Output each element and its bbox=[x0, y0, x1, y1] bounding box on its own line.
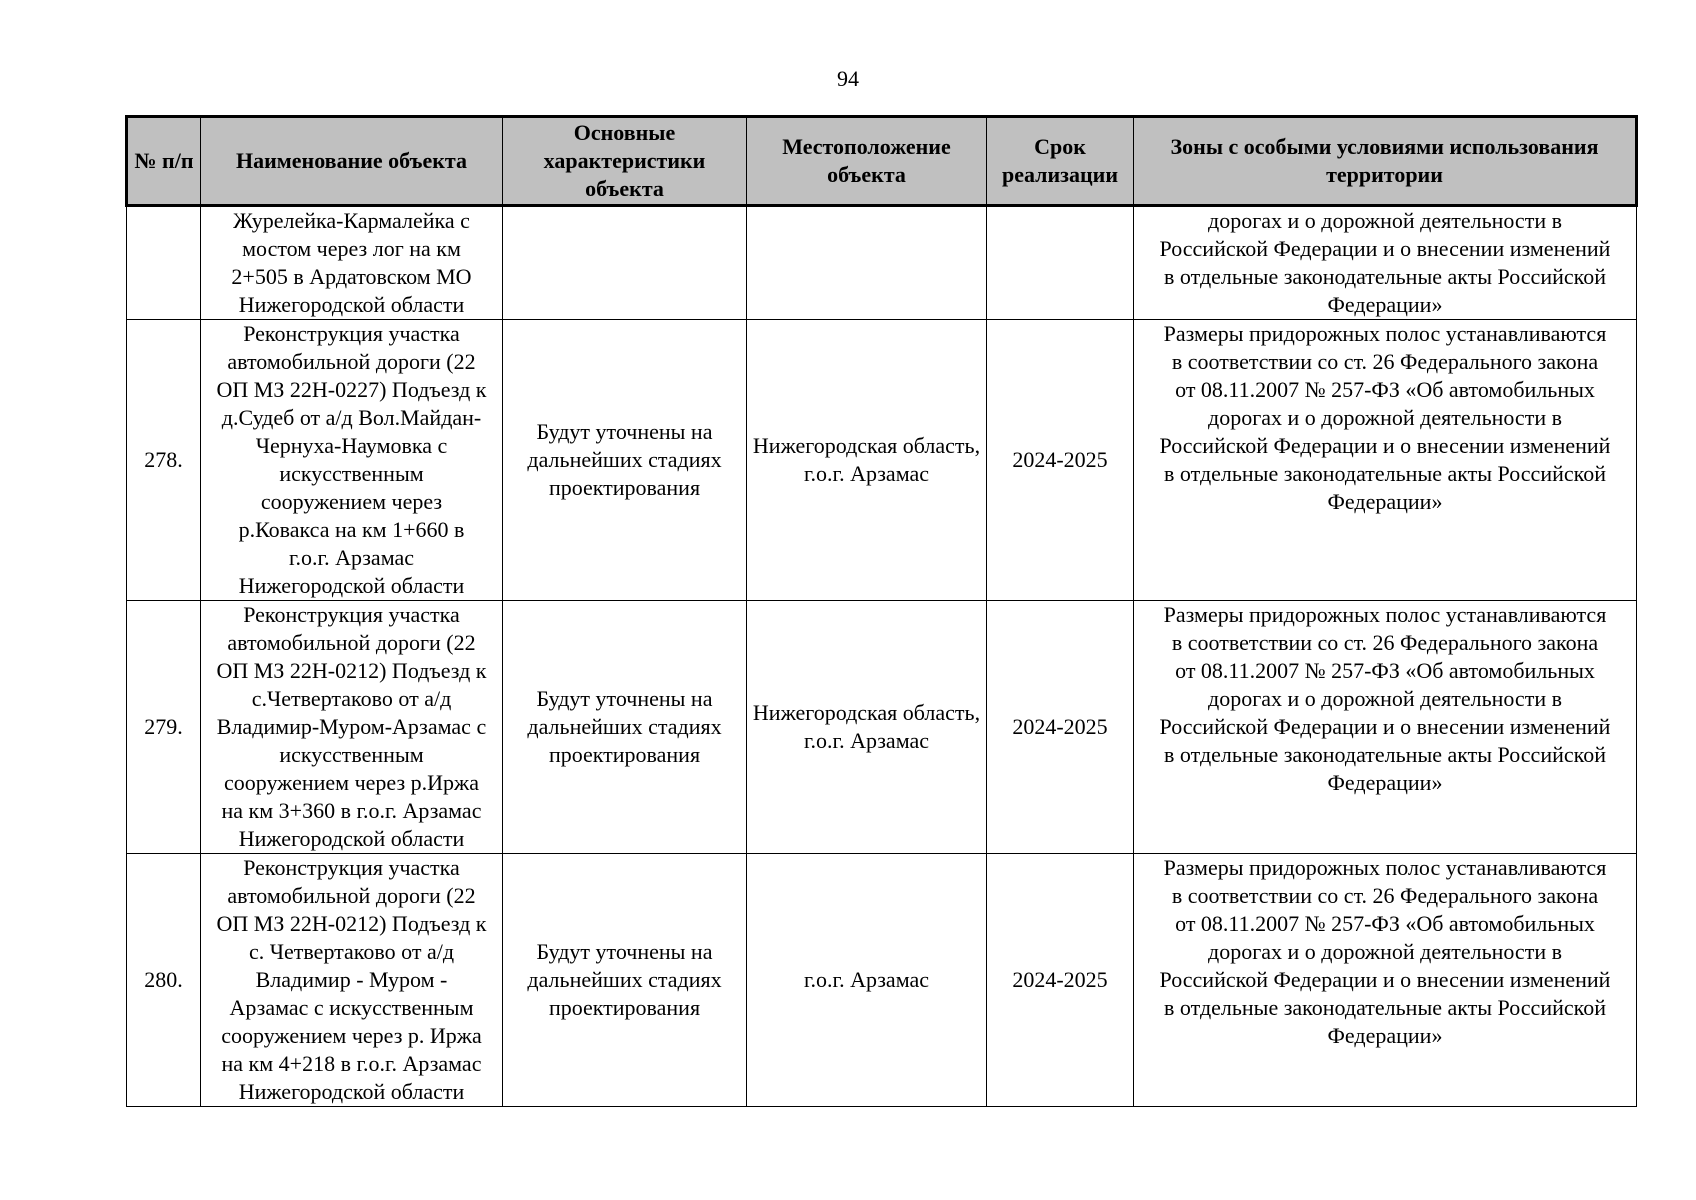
zones-cell-line: дорогах и о дорожной деятельности в bbox=[1208, 405, 1562, 430]
object-name-cell-line: ОП МЗ 22Н-0212) Подъезд к bbox=[216, 911, 487, 936]
table-row bbox=[127, 320, 1637, 601]
zones-cell bbox=[1134, 320, 1637, 601]
zones-cell-line: в отдельные законодательные акты Российской bbox=[1164, 264, 1606, 289]
zones-cell-line: в соответствии со ст. 26 Федерального закона bbox=[1171, 630, 1599, 655]
object-name-cell-line: Владимир - Муром - bbox=[255, 967, 448, 992]
header-number: № п/п bbox=[127, 117, 201, 206]
object-name-cell bbox=[201, 601, 503, 854]
object-name-cell-line: д.Судеб от а/д Вол.Майдан- bbox=[221, 405, 482, 430]
object-name-cell-line: на км 4+218 в г.о.г. Арзамас bbox=[221, 1051, 482, 1076]
characteristics-cell bbox=[503, 206, 747, 320]
object-name-cell-line: Реконструкция участка bbox=[243, 855, 460, 880]
row-number: 280. bbox=[127, 854, 201, 1107]
zones-cell-line: Федерации» bbox=[1327, 489, 1443, 514]
object-name-cell-line: г.о.г. Арзамас bbox=[289, 545, 414, 570]
object-name-cell-line: сооружением через bbox=[260, 489, 443, 514]
row-number: 279. bbox=[127, 601, 201, 854]
zones-cell-line: в отдельные законодательные акты Российской bbox=[1164, 742, 1606, 767]
location-cell: Нижегородская область, г.о.г. Арзамас bbox=[747, 320, 987, 601]
object-name-cell-line: автомобильной дороги (22 bbox=[227, 349, 476, 374]
zones-cell-line: Российской Федерации и о внесении изменений bbox=[1159, 433, 1611, 458]
header-characteristics: Основные характеристики объекта bbox=[503, 117, 747, 206]
zones-cell-line: Российской Федерации и о внесении изменений bbox=[1159, 714, 1611, 739]
object-name-cell-line: Нижегородской области bbox=[238, 826, 465, 851]
object-name-cell-line: Владимир-Муром-Арзамас с bbox=[216, 714, 487, 739]
table-row bbox=[127, 206, 1637, 320]
object-name-cell-line: автомобильной дороги (22 bbox=[227, 883, 476, 908]
zones-cell-line: Размеры придорожных полос устанавливаются bbox=[1163, 602, 1607, 627]
location-cell: Нижегородская область, г.о.г. Арзамас bbox=[747, 601, 987, 854]
zones-cell bbox=[1134, 601, 1637, 854]
page-number: 94 bbox=[837, 66, 859, 91]
zones-cell-line: в соответствии со ст. 26 Федерального закона bbox=[1171, 883, 1599, 908]
object-name-cell-line: Журелейка-Кармалейка с bbox=[233, 208, 470, 233]
header-zones: Зоны с особыми условиями использования территории bbox=[1134, 117, 1637, 206]
zones-cell bbox=[1134, 206, 1637, 320]
term-cell: 2024-2025 bbox=[987, 320, 1134, 601]
object-name-cell-line: автомобильной дороги (22 bbox=[227, 630, 476, 655]
table-header-row bbox=[127, 117, 1637, 206]
object-name-cell-line: ОП МЗ 22Н-0227) Подъезд к bbox=[216, 377, 487, 402]
characteristics-cell: Будут уточнены на дальнейших стадиях проектирования bbox=[503, 320, 747, 601]
object-name-cell-line: искусственным bbox=[279, 461, 424, 486]
zones-cell-line: в соответствии со ст. 26 Федерального закона bbox=[1171, 349, 1599, 374]
location-cell: г.о.г. Арзамас bbox=[747, 854, 987, 1107]
zones-cell-line: от 08.11.2007 № 257-ФЗ «Об автомобильных bbox=[1175, 658, 1595, 683]
zones-cell-line: Российской Федерации и о внесении изменений bbox=[1159, 236, 1611, 261]
row-number bbox=[127, 206, 201, 320]
zones-cell-line: в отдельные законодательные акты Российской bbox=[1164, 995, 1606, 1020]
object-name-cell-line: Чернуха-Наумовка с bbox=[255, 433, 448, 458]
object-name-cell-line: с.Четвертаково от а/д bbox=[251, 686, 452, 711]
term-cell: 2024-2025 bbox=[987, 601, 1134, 854]
object-name-cell-line: Нижегородской области bbox=[238, 1079, 465, 1104]
object-name-cell-line: Арзамас с искусственным bbox=[229, 995, 474, 1020]
table-row bbox=[127, 854, 1637, 1107]
zones-cell-line: Размеры придорожных полос устанавливаются bbox=[1163, 855, 1607, 880]
zones-cell-line: Размеры придорожных полос устанавливаются bbox=[1163, 321, 1607, 346]
object-name-cell-line: искусственным bbox=[279, 742, 424, 767]
header-term: Срок реализации bbox=[987, 117, 1134, 206]
object-name-cell-line: Реконструкция участка bbox=[243, 602, 460, 627]
term-cell: 2024-2025 bbox=[987, 854, 1134, 1107]
zones-cell-line: Российской Федерации и о внесении изменений bbox=[1159, 967, 1611, 992]
zones-cell-line: Федерации» bbox=[1327, 1023, 1443, 1048]
object-name-cell bbox=[201, 854, 503, 1107]
object-name-cell-line: Нижегородской области bbox=[238, 573, 465, 598]
zones-cell-line: в отдельные законодательные акты Российской bbox=[1164, 461, 1606, 486]
zones-cell-line: дорогах и о дорожной деятельности в bbox=[1208, 208, 1562, 233]
row-number: 278. bbox=[127, 320, 201, 601]
zones-cell-line: от 08.11.2007 № 257-ФЗ «Об автомобильных bbox=[1175, 377, 1595, 402]
header-location: Местоположение объекта bbox=[747, 117, 987, 206]
header-object-name: Наименование объекта bbox=[201, 117, 503, 206]
zones-cell-line: Федерации» bbox=[1327, 770, 1443, 795]
location-cell bbox=[747, 206, 987, 320]
object-name-cell-line: сооружением через р.Иржа bbox=[224, 770, 479, 795]
object-name-cell-line: р.Ковакса на км 1+660 в bbox=[238, 517, 465, 542]
object-name-cell-line: с. Четвертаково от а/д bbox=[248, 939, 455, 964]
object-name-cell-line: сооружением через р. Иржа bbox=[221, 1023, 482, 1048]
object-name-cell-line: 2+505 в Ардатовском МО bbox=[231, 264, 472, 289]
object-name-cell-line: Нижегородской области bbox=[238, 292, 465, 317]
characteristics-cell: Будут уточнены на дальнейших стадиях проектирования bbox=[503, 854, 747, 1107]
object-name-cell bbox=[201, 320, 503, 601]
zones-cell-line: от 08.11.2007 № 257-ФЗ «Об автомобильных bbox=[1175, 911, 1595, 936]
object-name-cell-line: на км 3+360 в г.о.г. Арзамас bbox=[221, 798, 482, 823]
characteristics-cell: Будут уточнены на дальнейших стадиях проектирования bbox=[503, 601, 747, 854]
object-name-cell-line: Реконструкция участка bbox=[243, 321, 460, 346]
term-cell bbox=[987, 206, 1134, 320]
zones-cell-line: дорогах и о дорожной деятельности в bbox=[1208, 686, 1562, 711]
object-name-cell bbox=[201, 206, 503, 320]
object-name-cell-line: мостом через лог на км bbox=[242, 236, 461, 261]
zones-cell-line: Федерации» bbox=[1327, 292, 1443, 317]
object-name-cell-line: ОП МЗ 22Н-0212) Подъезд к bbox=[216, 658, 487, 683]
objects-table bbox=[125, 115, 1638, 1107]
zones-cell bbox=[1134, 854, 1637, 1107]
table-row bbox=[127, 601, 1637, 854]
zones-cell-line: дорогах и о дорожной деятельности в bbox=[1208, 939, 1562, 964]
